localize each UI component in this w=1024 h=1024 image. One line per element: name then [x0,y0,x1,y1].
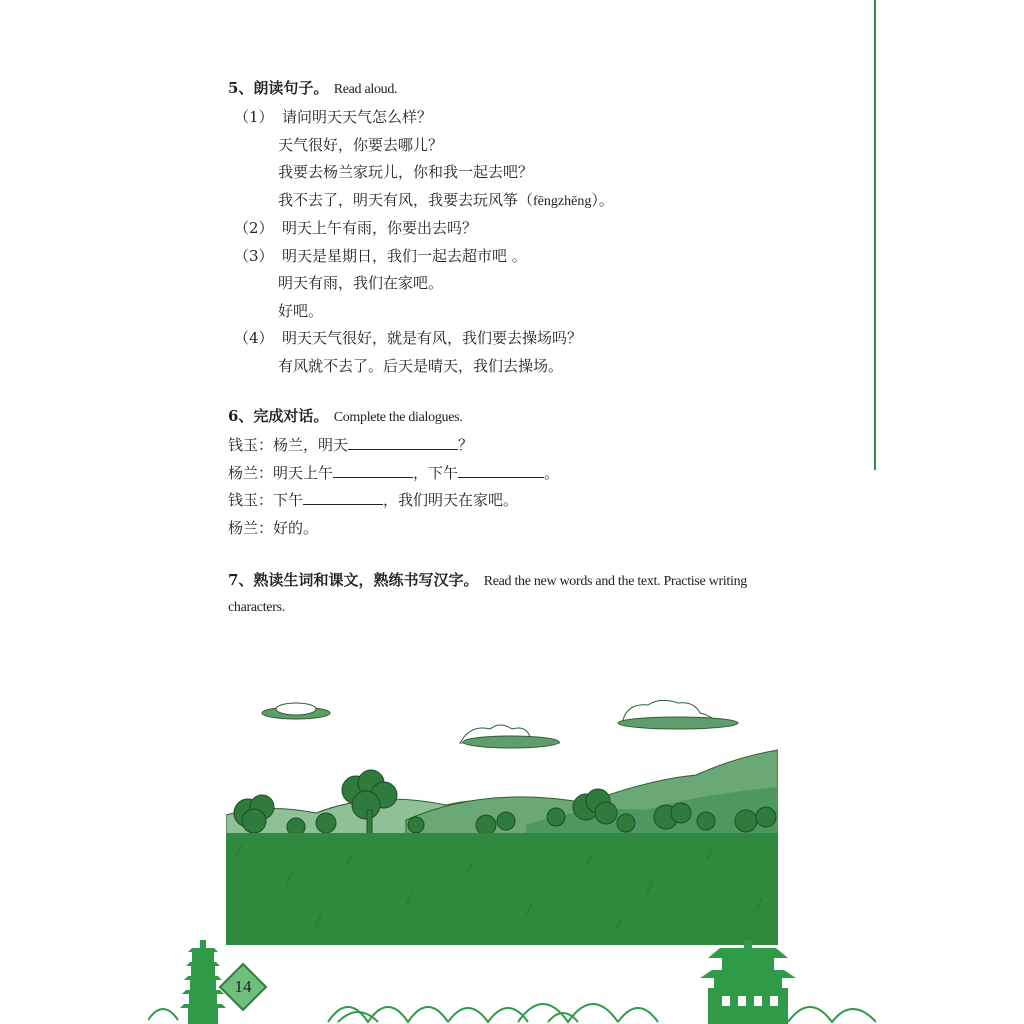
sentence: 明天天气很好，就是有风，我们要去操场吗？ [282,329,583,347]
sentence: 我不去了，明天有风，我要去玩风筝（ [278,190,534,209]
item-3-line-2 [228,270,788,298]
cloud-icon [262,703,330,719]
section-7-heading [228,568,788,620]
landscape-illustration [226,695,778,945]
speaker: 杨兰： [228,463,274,482]
item-1-line-1 [228,104,788,132]
item-3-line-3 [228,298,788,326]
dialogue-line-4 [228,515,788,543]
cloud-icon [618,700,738,729]
section-5 [228,76,788,380]
dialogue-text: ？ [458,436,474,454]
sentence: 明天有雨，我们在家吧。 [278,274,444,292]
section-6-heading-en: Complete the dialogues. [333,410,463,425]
item-4-line-2 [228,353,788,381]
dialogue-text: 杨兰，明天 [273,436,349,454]
section-5-heading-zh: 5、朗读句子。 [228,79,329,97]
section-5-heading [228,76,788,102]
sentence: 明天上午有雨，你要出去吗？ [282,219,478,237]
section-7-heading-en: Read the new words and the text. Practise writing characters. [228,574,747,615]
page-edge-rule [874,0,876,470]
dialogue-text: 好的。 [273,518,319,537]
item-number: （3） [234,246,274,265]
page-content [228,76,788,620]
dialogue-text: 。 [544,463,560,482]
answer-blank[interactable] [333,463,413,478]
item-4-line-1 [228,325,788,353]
item-2-line-1 [228,215,788,243]
sentence-end: ）。 [591,190,614,209]
dialogue-line-3 [228,487,788,515]
answer-blank[interactable] [348,435,458,450]
speaker: 钱玉： [228,436,274,454]
sentence: 请问明天天气怎么样？ [282,108,433,126]
speaker: 杨兰： [228,518,274,537]
pinyin: fēngzhēng [533,193,592,209]
dialogue-line-2 [228,460,788,488]
speaker: 钱玉： [228,491,274,509]
item-number: （1） [234,108,274,126]
section-5-heading-en: Read aloud. [333,82,398,97]
dialogue-text: ，下午 [413,463,459,482]
sentence: 天气很好，你要去哪儿？ [278,135,444,154]
dialogue-text: ，我们明天在家吧。 [383,491,519,509]
item-1-line-4 [228,187,788,216]
section-6-heading-zh: 6、完成对话。 [228,407,329,425]
section-7 [228,568,788,620]
sentence: 有风就不去了。后天是晴天，我们去操场。 [278,356,564,375]
sentence: 好吧。 [278,301,324,320]
item-3-line-1 [228,243,788,271]
section-7-heading-zh: 7、熟读生词和课文，熟练书写汉字。 [228,571,479,589]
answer-blank[interactable] [458,463,544,478]
section-6-heading [228,404,788,430]
item-number: （2） [234,219,274,237]
cloud-icon [460,725,560,748]
pavilion-icon [700,940,796,1024]
page-number: 14 [234,977,252,996]
sentence: 我要去杨兰家玩儿，你和我一起去吧？ [278,163,534,181]
item-1-line-2 [228,132,788,160]
sentence: 明天是星期日，我们一起去超市吧 。 [282,246,527,265]
section-6 [228,404,788,542]
dialogue-text: 明天上午 [273,463,334,482]
item-1-line-3 [228,159,788,187]
page-number-badge [218,962,268,1012]
item-number: （4） [234,329,274,347]
dialogue-text: 下午 [273,491,304,509]
answer-blank[interactable] [303,490,383,505]
dialogue-line-1 [228,432,788,460]
